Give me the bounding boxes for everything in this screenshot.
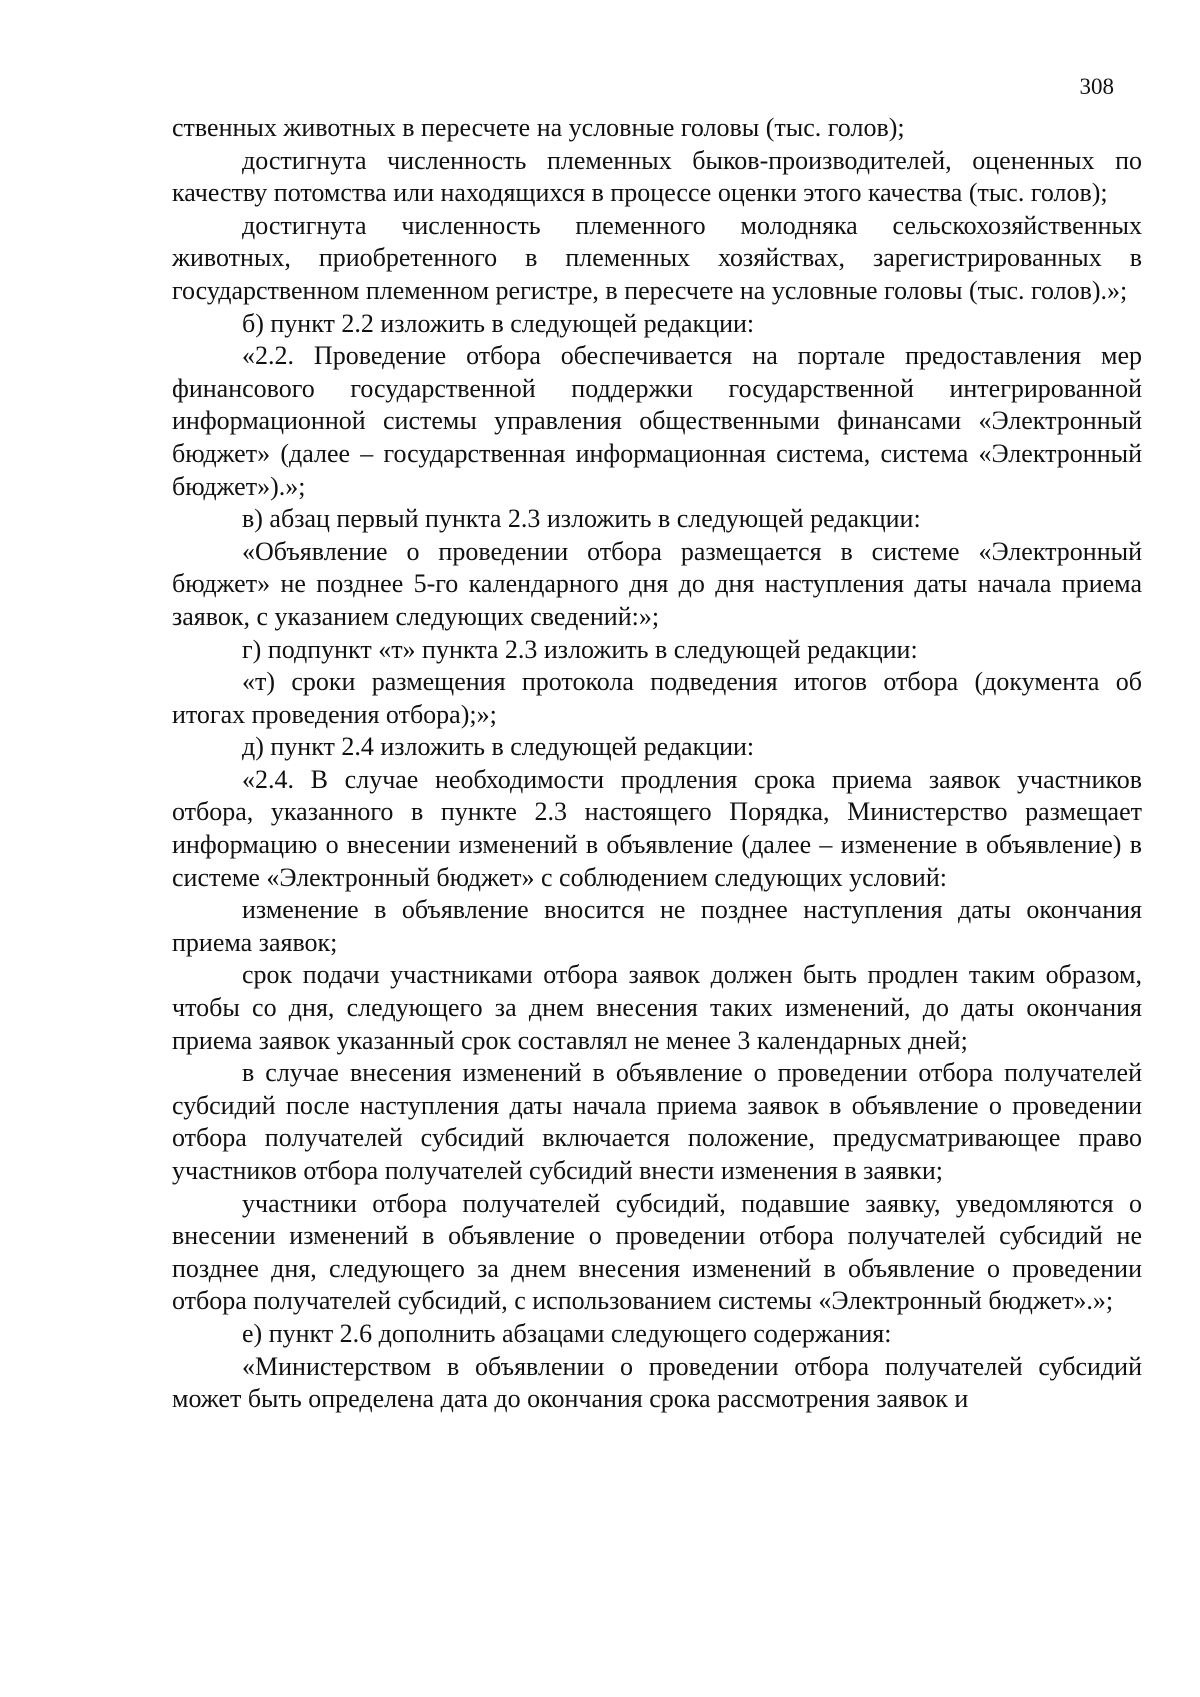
paragraph: г) подпункт «т» пункта 2.3 изложить в следующей редакции: <box>242 634 918 664</box>
document-body <box>172 112 1142 1416</box>
paragraph: достигнута численность племенных быков-производителей, оцененных по качеству потомства или находящихся в процессе оценки этого качества (тыс. голов); <box>172 145 1142 208</box>
paragraph: «2.2. Проведение отбора обеспечивается на портале предоставления мер финансового государственной поддержки государственной интегрированной информационной системы управления общественными финансами «Электронный бюджет» (далее – государственная информационная система, система «Электронный бюджет»).»; <box>172 341 1142 501</box>
paragraph: д) пункт 2.4 изложить в следующей редакции: <box>242 732 755 762</box>
paragraph: достигнута численность племенного молодняка сельскохозяйственных животных, приобретенного в племенных хозяйствах, зарегистрированных в государственном племенном регистре, в пересчете на условные головы (тыс. голов).»; <box>172 210 1142 305</box>
paragraph: изменение в объявление вносится не позднее наступления даты окончания приема заявок; <box>172 895 1142 957</box>
page-number: 308 <box>1079 74 1114 99</box>
paragraph: ственных животных в пересчете на условные головы (тыс. голов); <box>172 113 905 142</box>
paragraph: «Министерством в объявлении о проведении отбора получателей субсидий может быть определена дата до окончания срока рассмотрения заявок и <box>172 1351 1142 1414</box>
paragraph: в) абзац первый пункта 2.3 изложить в следующей редакции: <box>242 504 921 534</box>
paragraph: участники отбора получателей субсидий, подавшие заявку, уведомляются о внесении изменений в объявление о проведении отбора получателей субсидий не позднее дня, следующего за днем внесения изменений в объявление о проведении отбора получателей субсидий, с использованием системы «Электронный бюджет».»; <box>172 1188 1142 1316</box>
paragraph: б) пункт 2.2 изложить в следующей редакции: <box>242 308 755 338</box>
paragraph: срок подачи участниками отбора заявок должен быть продлен таким образом, чтобы со дня, следующего за днем внесения таких изменений, до даты окончания приема заявок указанный срок составлял не менее 3 календарных дней; <box>172 960 1142 1055</box>
paragraph: «2.4. В случае необходимости продления срока приема заявок участников отбора, указанного в пункте 2.3 настоящего Порядка, Министерство размещает информацию о внесении изменений в объявление (далее – изменение в объявление) в системе «Электронный бюджет» с соблюдением следующих условий: <box>172 764 1142 892</box>
paragraph: «т) сроки размещения протокола подведения итогов отбора (документа об итогах проведения отбора);»; <box>172 667 1142 729</box>
paragraph: «Объявление о проведении отбора размещается в системе «Электронный бюджет» не позднее 5-го календарного дня до дня наступления даты начала приема заявок, с указанием следующих сведений:»; <box>172 536 1142 631</box>
paragraph: е) пункт 2.6 дополнить абзацами следующего содержания: <box>242 1318 892 1348</box>
paragraph: в случае внесения изменений в объявление о проведении отбора получателей субсидий после наступления даты начала приема заявок в объявление о проведении отбора получателей субсидий включается положение, предусматривающее право участников отбора получателей субсидий внести изменения в заявки; <box>172 1058 1142 1185</box>
